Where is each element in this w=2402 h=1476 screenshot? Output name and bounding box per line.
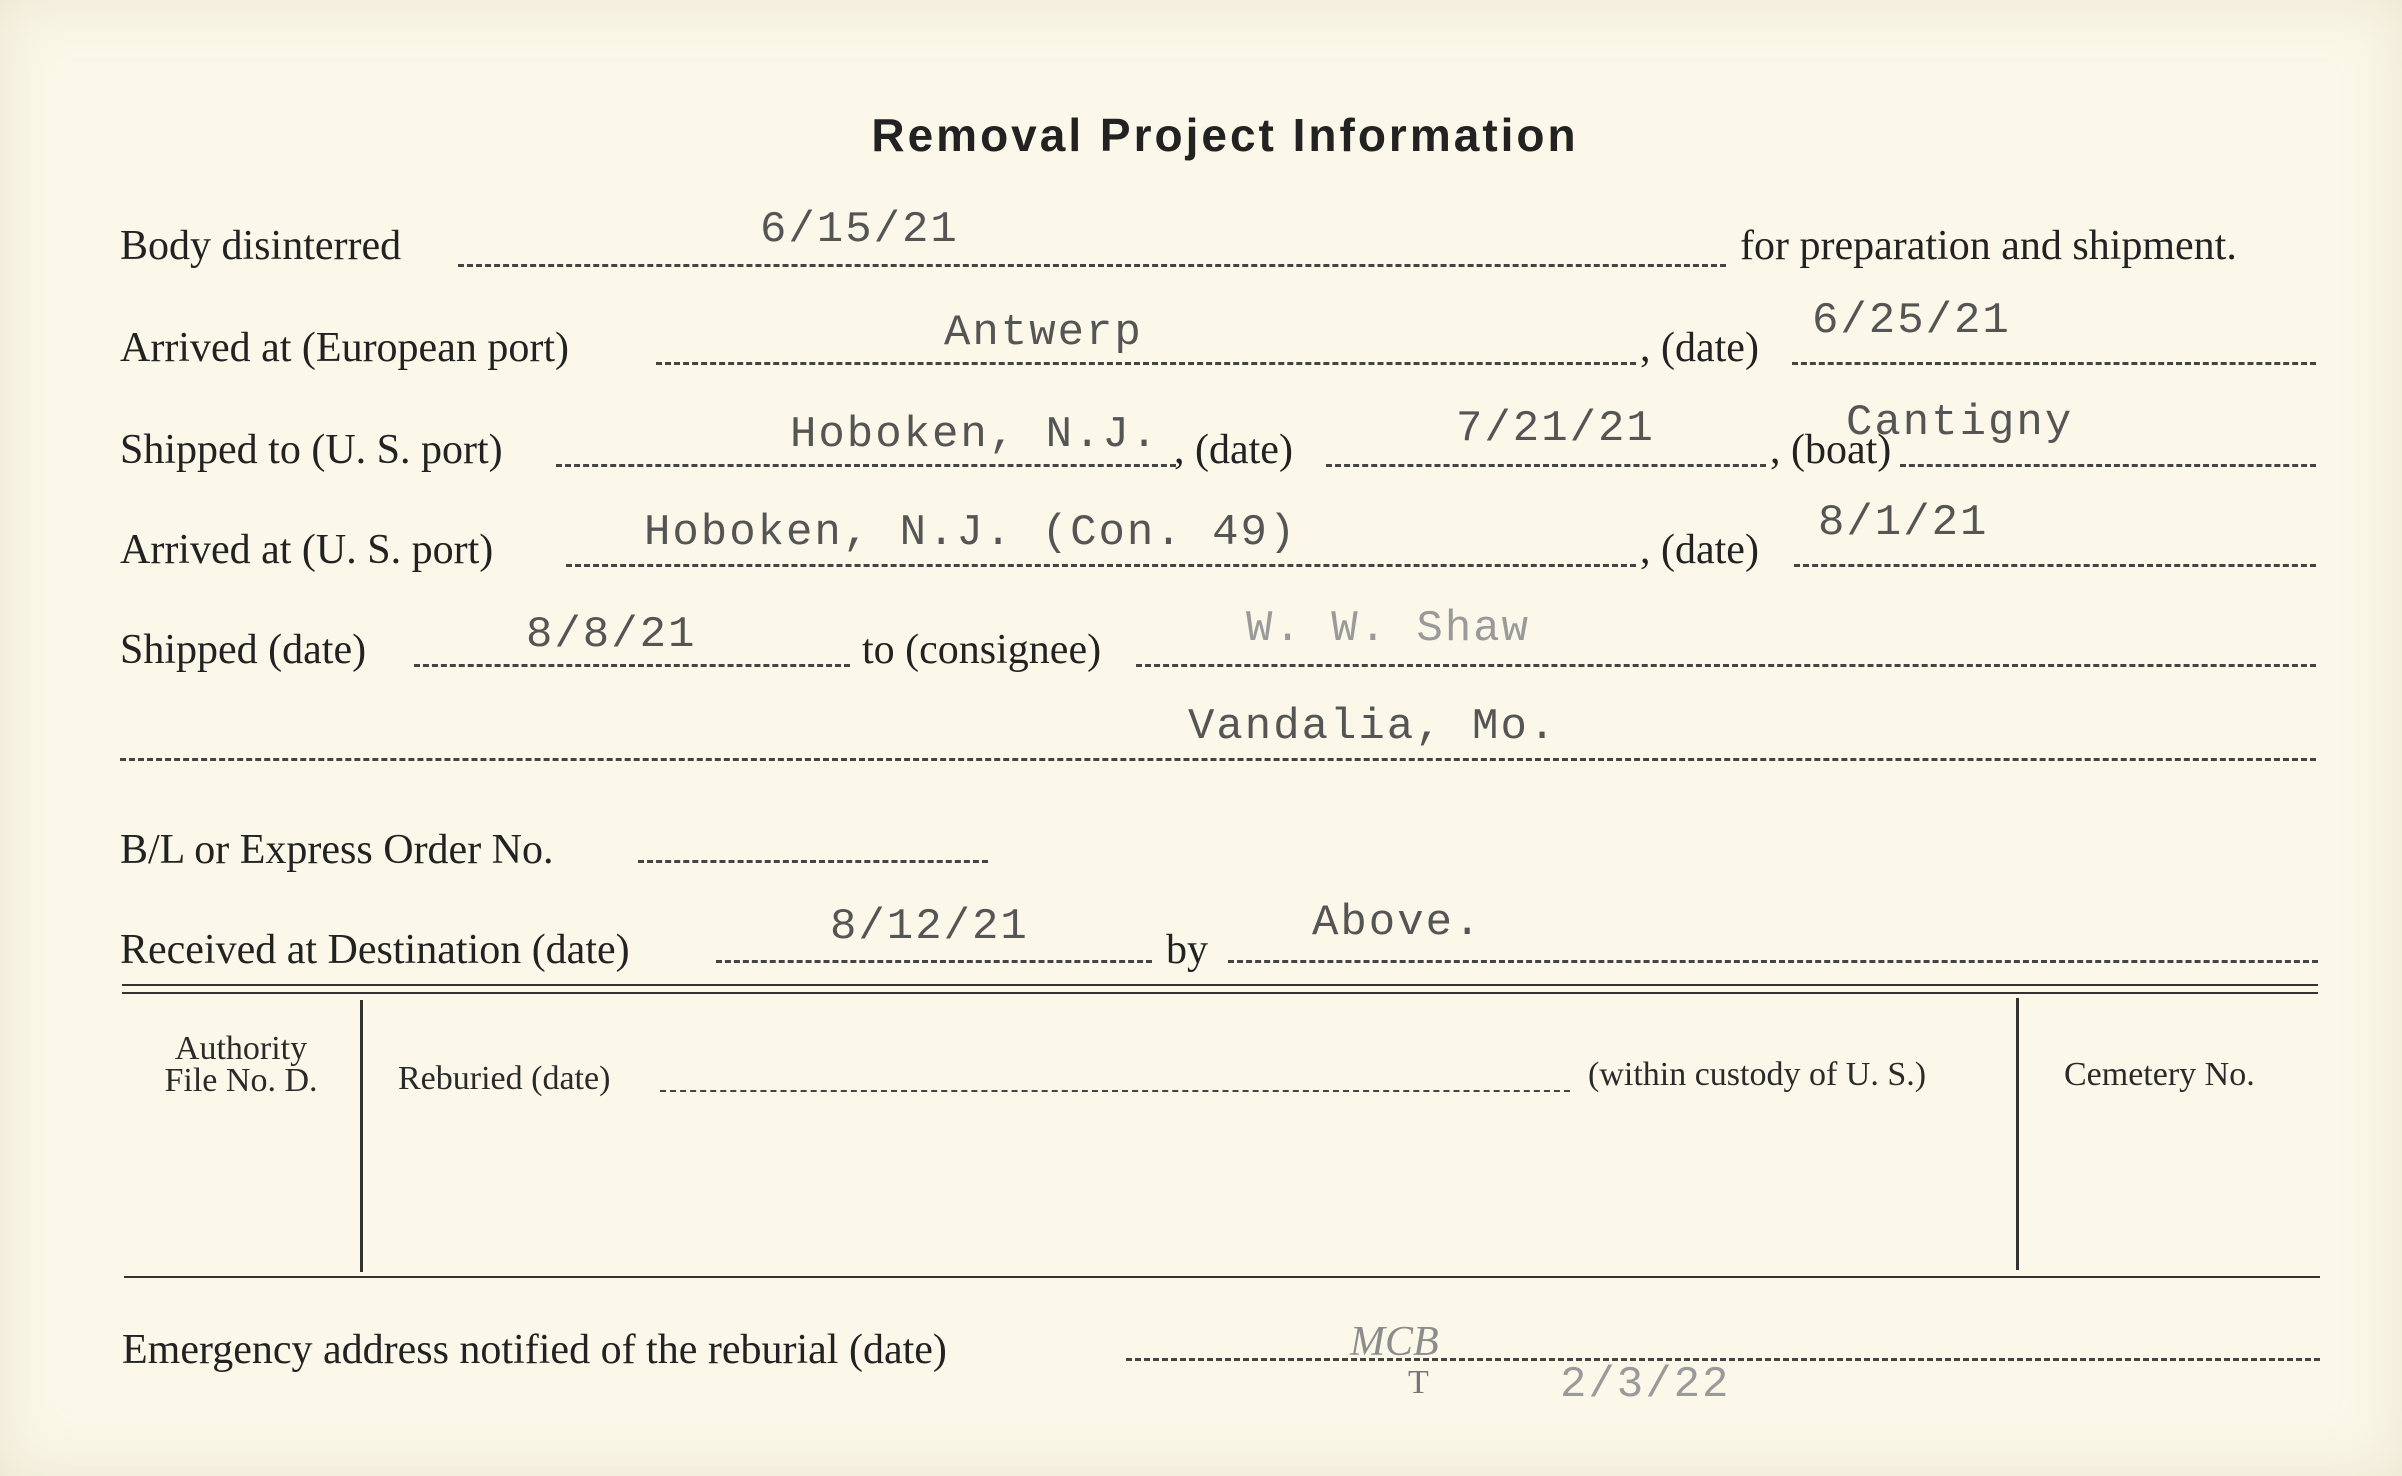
- shipped-us-port: Hoboken, N.J.: [790, 410, 1160, 460]
- shipped-date-line: [414, 664, 850, 667]
- table-top-rule: [122, 984, 2318, 986]
- arrived-us-date-label: , (date): [1640, 527, 1759, 573]
- card-title: Removal Project Information: [871, 109, 1579, 161]
- table-bottom-rule: [124, 1276, 2320, 1278]
- arrived-us-port: Hoboken, N.J. (Con. 49): [644, 508, 1298, 558]
- shipped-us-boat-line: [1900, 464, 2316, 467]
- consignee-address: Vandalia, Mo.: [1188, 702, 1558, 752]
- shipped-us-label: Shipped to (U. S. port): [120, 427, 503, 473]
- arrived-eu-port: Antwerp: [944, 308, 1143, 358]
- bl-line: [638, 860, 988, 863]
- received-by-label: by: [1166, 927, 1208, 973]
- arrived-eu-date-label: , (date): [1640, 325, 1759, 371]
- consignee-label: to (consignee): [862, 627, 1102, 673]
- shipped-us-line: [556, 464, 1176, 467]
- arrived-us-line: [566, 564, 1636, 567]
- received-date-line: [716, 960, 1152, 963]
- shipped-label: Shipped (date): [120, 627, 367, 673]
- file-no-label: File No. D.: [164, 1062, 318, 1099]
- arrived-eu-date: 6/25/21: [1812, 296, 2011, 346]
- arrived-eu-date-line: [1792, 362, 2316, 365]
- arrived-eu-line: [656, 362, 1636, 365]
- shipped-us-date-line: [1326, 464, 1766, 467]
- emergency-date: 2/3/22: [1560, 1360, 1731, 1410]
- shipped-us-date-label: , (date): [1174, 427, 1293, 473]
- disinterred-line: [458, 264, 1726, 267]
- disinterred-value: 6/15/21: [760, 205, 959, 255]
- consignee-address-line: [120, 758, 2316, 761]
- cemetery-label: Cemetery No.: [2064, 1056, 2255, 1093]
- shipped-date: 8/8/21: [526, 610, 697, 660]
- shipped-us-boat: Cantigny: [1846, 398, 2074, 448]
- custody-label: (within custody of U. S.): [1588, 1056, 1927, 1093]
- received-by-line: [1228, 960, 2318, 963]
- table-divider-left: [360, 1000, 363, 1272]
- shipped-us-boat-label: , (boat): [1770, 427, 1892, 473]
- arrived-eu-label: Arrived at (European port): [120, 325, 569, 371]
- disinterred-suffix: for preparation and shipment.: [1740, 223, 2237, 269]
- disinterred-label: Body disinterred: [120, 223, 402, 269]
- emergency-initials: MCB: [1350, 1319, 1439, 1365]
- received-date: 8/12/21: [830, 902, 1029, 952]
- reburied-label: Reburied (date): [398, 1060, 611, 1097]
- reburied-line: [660, 1090, 1570, 1092]
- consignee-name: W. W. Shaw: [1246, 604, 1531, 654]
- consignee-line: [1136, 664, 2316, 667]
- emergency-label: Emergency address notified of the reburial (date): [122, 1327, 947, 1373]
- arrived-us-label: Arrived at (U. S. port): [120, 527, 494, 573]
- received-label: Received at Destination (date): [120, 927, 630, 973]
- table-divider-right: [2016, 998, 2019, 1270]
- bl-label: B/L or Express Order No.: [120, 827, 554, 873]
- table-top-rule-2: [122, 992, 2318, 994]
- arrived-us-date: 8/1/21: [1818, 498, 1989, 548]
- authority-label: Authority: [174, 1030, 308, 1067]
- received-by: Above.: [1312, 898, 1483, 948]
- shipped-us-date: 7/21/21: [1456, 404, 1655, 454]
- arrived-us-date-line: [1794, 564, 2316, 567]
- emergency-initials-sub: T: [1408, 1364, 1429, 1401]
